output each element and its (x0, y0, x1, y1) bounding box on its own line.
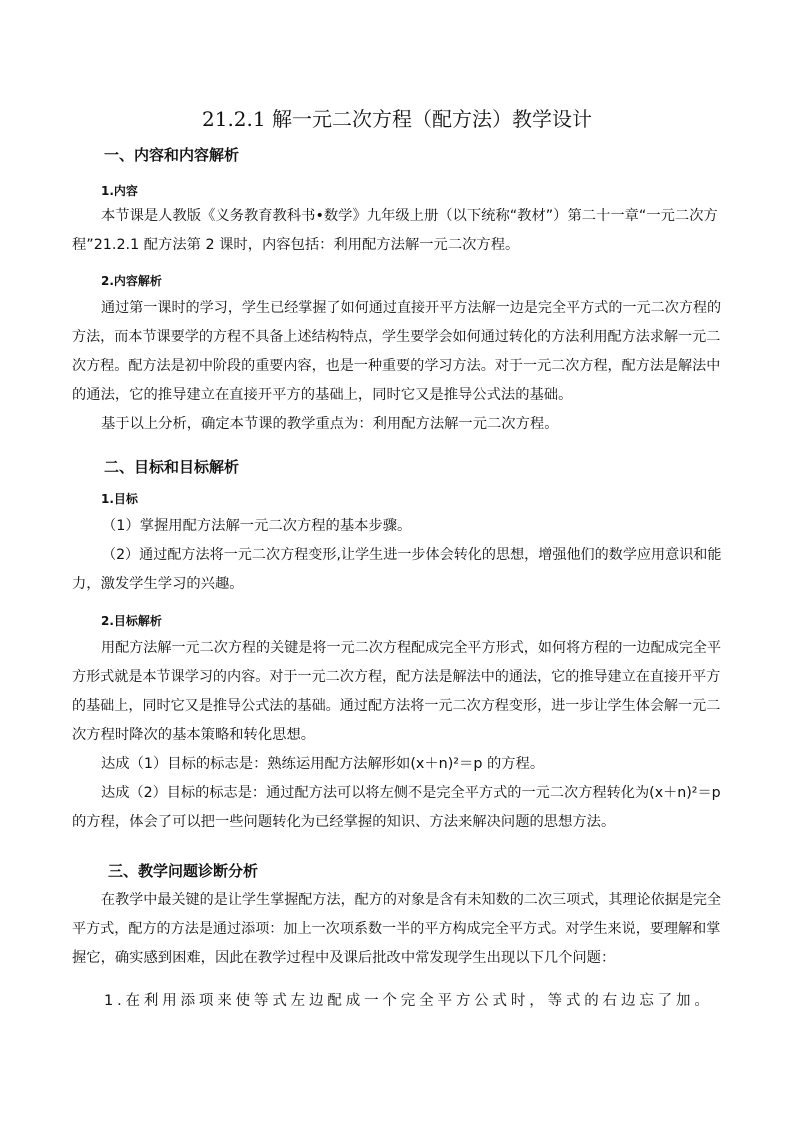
section-1-heading: 一、内容和内容解析 (104, 146, 240, 164)
paragraph-line: 握它，确实感到困难，因此在教学过程中及课后批改中常发现学生出现以下几个问题： (72, 950, 616, 966)
paragraph-line: 程”21.2.1 配方法第 2 课时，内容包括：利用配方法解一元二次方程。 (72, 237, 520, 253)
reach-criterion-2: 达成（2）目标的标志是：通过配方法可以将左侧不是完全平方式的一元二次方程转化为(x＋n)²＝p (101, 785, 721, 801)
section-1-1-paragraph (72, 202, 722, 260)
paragraph-line: 方形式就是本节课学习的内容。对于一元二次方程，配方法是解法中的通法，它的推导建立在直接开平方 (72, 669, 721, 685)
section-1-2-paragraph (72, 294, 722, 439)
section-3-heading: 三、教学问题诊断分析 (108, 862, 259, 880)
section-2-2-heading: 2.目标解析 (101, 614, 162, 628)
paragraph-line: 的通法，它的推导建立在直接开平方的基础上，同时它又是推导公式法的基础。 (72, 387, 573, 403)
paragraph-line: 的方程，体会了可以把一些问题转化为已经掌握的知识、方法来解决问题的思想方法。 (72, 814, 616, 830)
section-1-2-heading: 2.内容解析 (101, 274, 162, 288)
paragraph-line: 基于以上分析，确定本节课的教学重点为：利用配方法解一元二次方程。 (101, 416, 559, 432)
paragraph-line: 方法，而本节课要学的方程不具备上述结构特点，学生要学会如何通过转化的方法利用配方法求解一元二 (72, 329, 721, 345)
paragraph-line: 用配方法解一元二次方程的关键是将一元二次方程配成完全平方形式，如何将方程的一边配成完全平 (101, 640, 722, 656)
paragraph-line: 的基础上，同时它又是推导公式法的基础。通过配方法将一元二次方程变形，进一步让学生体会解一元二 (72, 698, 721, 714)
section-2-heading: 二、目标和目标解析 (104, 458, 240, 476)
goal-item-1: （1）掌握用配方法解一元二次方程的基本步骤。 (102, 518, 412, 534)
paragraph-line: 在教学中最关键的是让学生掌握配方法，配方的对象是含有未知数的二次三项式，其理论依据是完全 (101, 892, 722, 908)
paragraph-line: 平方式，配方的方法是通过添项：加上一次项系数一半的平方构成完全平方式。对学生来说，要理解和掌 (72, 921, 721, 937)
paragraph-line: 力，激发学生学习的兴趣。 (72, 576, 244, 592)
paragraph-line: 次方程。配方法是初中阶段的重要内容，也是一种重要的学习方法。对于一元二次方程，配方法是解法中 (72, 358, 721, 374)
section-2-1-heading: 1.目标 (101, 492, 138, 506)
paragraph-line: 通过第一课时的学习，学生已经掌握了如何通过直接开平方法解一边是完全平方式的一元二次方程的 (101, 300, 722, 316)
paragraph-line: 本节课是人教版《义务教育教科书•数学》九年级上册（以下统称“教材”）第二十一章“一元二次方 (101, 208, 718, 224)
document-title: 21.2.1 解一元二次方程（配方法）教学设计 (202, 107, 592, 131)
paragraph-line: 次方程时降次的基本策略和转化思想。 (72, 727, 316, 743)
section-1-1-heading: 1.内容 (101, 184, 138, 198)
section-3-paragraph (72, 886, 722, 973)
problem-item-1: 1.在利用添项来使等式左边配成一个完全平方公式时，等式的右边忘了加。 (104, 993, 713, 1009)
reach-criterion-1: 达成（1）目标的标志是：熟练运用配方法解形如(x＋n)²＝p 的方程。 (101, 756, 545, 772)
section-2-1-list (72, 512, 722, 599)
goal-item-2: （2）通过配方法将一元二次方程变形,让学生进一步体会转化的思想，增强他们的数学应用意识和能 (102, 547, 722, 563)
section-2-2-paragraph (72, 634, 722, 837)
